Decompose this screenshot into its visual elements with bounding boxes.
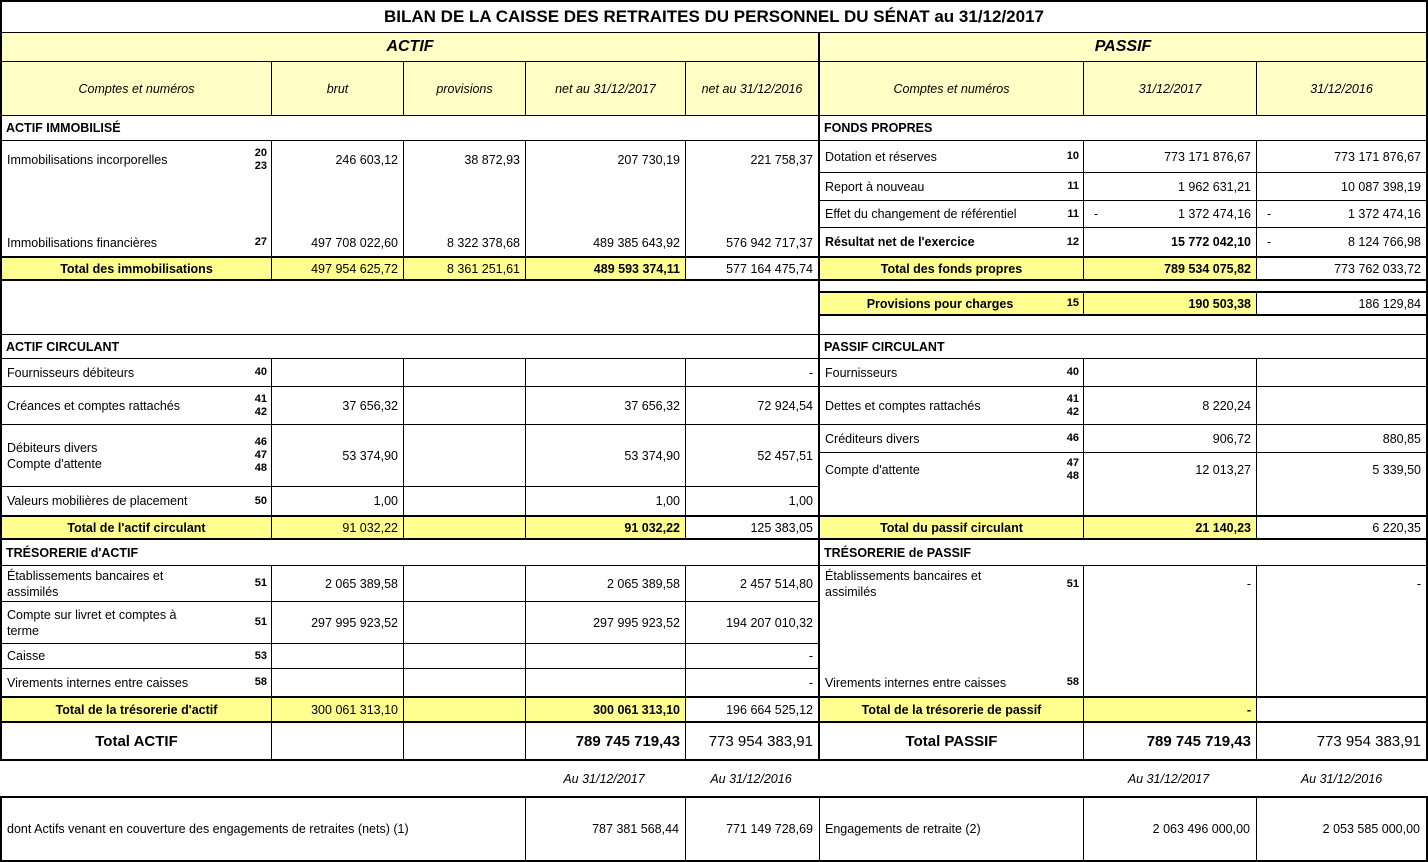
value-cell: 2 065 389,58	[526, 566, 686, 601]
value-cell	[272, 644, 404, 668]
value-cell	[404, 387, 526, 424]
account-number-cell: 58	[1060, 669, 1084, 696]
value-cell: 576 942 717,37	[726, 235, 813, 250]
value-cell	[1084, 359, 1257, 386]
data-row	[820, 201, 1426, 228]
value-cell	[404, 487, 526, 515]
value-cell: - 8 124 766,98	[1267, 235, 1421, 249]
data-row	[2, 359, 818, 387]
total-row	[820, 515, 1426, 540]
data-row	[820, 141, 1426, 173]
annex-header-passif-2017: Au 31/12/2017	[1127, 771, 1210, 786]
value-cell: 497 708 022,60	[272, 229, 404, 256]
value-cell: 1,00	[272, 487, 404, 515]
section-header-row	[2, 334, 818, 359]
value-cell: 1 962 631,21	[1084, 173, 1257, 200]
actif-body	[2, 116, 818, 759]
value-cell: 38 872,93	[404, 141, 526, 179]
passif-body	[820, 116, 1426, 759]
annex-header-actif-2017: Au 31/12/2017	[563, 771, 645, 786]
total-row	[820, 256, 1426, 281]
value-cell: -	[1416, 577, 1421, 591]
section-title: ACTIF IMMOBILISÉ	[6, 121, 121, 135]
spacer-cell	[820, 281, 1426, 291]
total-row	[820, 696, 1426, 721]
value-cell	[1257, 669, 1426, 696]
data-row	[820, 228, 1426, 256]
value-cell: 52 457,51	[757, 448, 813, 463]
account-number-cell: 41 42	[247, 387, 272, 424]
section-title: FONDS PROPRES	[824, 121, 933, 135]
value-cell	[404, 698, 526, 721]
annex-actif-value-2017: 787 381 568,44	[526, 798, 686, 860]
value-cell: 8 220,24	[1084, 387, 1257, 424]
actif-column-headers	[2, 62, 818, 116]
data-row	[2, 141, 818, 179]
row-label: Dotation et réserves	[825, 149, 937, 164]
row-label: Fournisseurs débiteurs	[7, 365, 135, 380]
value-cell: 125 383,05	[750, 520, 813, 535]
gap-row	[820, 281, 1426, 291]
account-number-cell	[247, 179, 272, 229]
row-label: Établissements bancaires et assimilés	[7, 568, 164, 599]
account-number-cell: 51	[247, 602, 272, 643]
value-cell	[404, 425, 526, 486]
value-cell	[526, 359, 686, 386]
row-label: Effet du changement de référentiel	[825, 207, 1017, 221]
data-row	[2, 602, 818, 644]
account-number-cell: 46	[1060, 425, 1084, 452]
value-cell: 6 220,35	[1372, 520, 1421, 535]
actif-band-title: ACTIF	[2, 33, 818, 62]
annex-header-passif-2016: Au 31/12/2016	[1300, 771, 1383, 786]
annex-actif-value-2016: 771 149 728,69	[686, 798, 820, 860]
col-header-provisions: provisions	[404, 62, 526, 115]
col-header-2016: 31/12/2016	[1310, 81, 1373, 96]
value-cell: 207 730,19	[526, 141, 686, 179]
annex-passif-value-2017: 2 063 496 000,00	[1084, 798, 1257, 860]
row-label: Valeurs mobilières de placement	[7, 494, 188, 508]
account-number-cell: 12	[1060, 228, 1084, 256]
section-header-row	[820, 540, 1426, 566]
annex-table	[0, 796, 1428, 862]
value-cell: 53 374,90	[272, 425, 404, 486]
value-cell: 91 032,22	[526, 517, 686, 538]
row-label: Débiteurs divers Compte d'attente	[7, 440, 102, 471]
account-number-cell: 58	[247, 669, 272, 696]
row-label: Créditeurs divers	[825, 431, 920, 446]
value-cell	[404, 359, 526, 386]
row-label: Total de la trésorerie de passif	[820, 698, 1084, 721]
annex-header-actif-2016: Au 31/12/2016	[710, 771, 792, 786]
value-cell: 246 603,12	[272, 141, 404, 179]
account-number-cell	[1060, 487, 1084, 515]
value-cell: 53 374,90	[526, 425, 686, 486]
col-header-net-2017: net au 31/12/2017	[526, 62, 686, 115]
value-cell: 21 140,23	[1084, 517, 1257, 538]
row-label: Compte sur livret et comptes à terme	[7, 607, 177, 638]
value-cell: 5 339,50	[1372, 463, 1421, 477]
value-cell: 489 593 374,11	[526, 258, 686, 279]
value-cell: -	[808, 365, 813, 380]
row-label: Virements internes entre caisses	[825, 675, 1007, 690]
passif-band-title: PASSIF	[820, 33, 1426, 62]
account-number-cell: 20 23	[247, 141, 272, 179]
value-cell	[1257, 359, 1426, 386]
value-cell: 1,00	[526, 487, 686, 515]
account-number-cell: 40	[1060, 359, 1084, 386]
value-cell: 906,72	[1084, 425, 1257, 452]
row-label: Total ACTIF	[2, 723, 272, 759]
value-cell: 773 954 383,91	[1316, 732, 1421, 750]
col-header-brut: brut	[272, 62, 404, 115]
row-label: Fournisseurs	[825, 365, 898, 380]
value-cell: 773 171 876,67	[1084, 141, 1257, 172]
account-number-cell	[1060, 602, 1084, 669]
value-cell	[404, 723, 526, 759]
value-cell: 577 164 475,74	[726, 261, 813, 276]
value-cell: 72 924,54	[757, 398, 813, 413]
value-cell	[272, 179, 404, 229]
section-title: PASSIF CIRCULANT	[824, 339, 945, 354]
data-row	[2, 566, 818, 602]
empty-row	[820, 487, 1426, 515]
row-label: Total de l'actif circulant	[2, 517, 272, 538]
account-number-cell: 40	[247, 359, 272, 386]
value-cell: 880,85	[1382, 431, 1421, 446]
value-cell: - 1 372 474,16	[1084, 201, 1257, 227]
row-label: Report à nouveau	[825, 179, 925, 194]
row-label: Total des immobilisations	[2, 258, 272, 279]
value-cell: -	[1084, 698, 1257, 721]
value-cell: 489 385 643,92	[526, 229, 686, 256]
value-cell	[404, 517, 526, 538]
total-row	[2, 256, 818, 281]
account-number-cell: 15	[1060, 293, 1084, 314]
gap-row	[2, 281, 818, 334]
value-cell	[1257, 487, 1426, 515]
row-label: Caisse	[7, 649, 46, 663]
value-cell: 190 503,38	[1084, 293, 1257, 314]
sheet-halves	[2, 33, 1426, 759]
value-cell: 773 954 383,91	[708, 732, 813, 750]
data-row	[820, 173, 1426, 201]
value-cell	[1084, 669, 1257, 696]
row-label: Total de la trésorerie d'actif	[2, 698, 272, 721]
value-cell: 300 061 313,10	[526, 698, 686, 721]
data-row	[2, 487, 818, 515]
value-cell	[404, 566, 526, 601]
value-cell: 497 954 625,72	[272, 258, 404, 279]
account-number-cell: 53	[247, 644, 272, 668]
account-number-cell: 41 42	[1060, 387, 1084, 424]
gap-row	[820, 316, 1426, 334]
section-header-row	[820, 116, 1426, 141]
annex-section	[0, 761, 1428, 862]
data-row	[820, 566, 1426, 602]
data-row	[820, 387, 1426, 425]
section-title: ACTIF CIRCULANT	[6, 339, 120, 354]
value-cell: 297 995 923,52	[526, 602, 686, 643]
data-row	[2, 387, 818, 425]
value-cell	[526, 179, 686, 229]
data-row	[820, 453, 1426, 487]
value-cell	[686, 179, 818, 229]
total-row	[820, 291, 1426, 316]
value-cell	[1084, 487, 1257, 515]
row-label: Total PASSIF	[820, 723, 1084, 759]
row-label: Immobilisations financières	[7, 235, 158, 250]
value-cell: 186 129,84	[1358, 296, 1421, 311]
value-cell	[404, 669, 526, 696]
col-header-2017: 31/12/2017	[1084, 62, 1257, 115]
data-row	[2, 229, 818, 256]
row-label: Compte d'attente	[825, 463, 920, 477]
account-number-cell: 47 48	[1060, 453, 1084, 487]
value-cell: 2 065 389,58	[272, 566, 404, 601]
row-label: Créances et comptes rattachés	[7, 398, 180, 413]
value-cell	[404, 179, 526, 229]
col-header-comptes-passif: Comptes et numéros	[820, 62, 1084, 115]
sheet-title: BILAN DE LA CAISSE DES RETRAITES DU PERSONNEL DU SÉNAT au 31/12/2017	[2, 2, 1426, 33]
value-cell: 221 758,37	[750, 153, 813, 167]
data-row	[820, 425, 1426, 453]
value-cell: 789 745 719,43	[1084, 723, 1257, 759]
row-label	[820, 602, 1060, 669]
section-title: TRÉSORERIE d'ACTIF	[6, 545, 139, 560]
row-label: Résultat net de l'exercice	[825, 235, 975, 249]
account-number-cell: 10	[1060, 141, 1084, 172]
row-label: Établissements bancaires et assimilés	[825, 569, 982, 599]
value-cell: 2 457 514,80	[740, 576, 813, 591]
annex-passif-value-2016: 2 053 585 000,00	[1322, 822, 1420, 836]
value-cell: - 1 372 474,16	[1267, 207, 1421, 221]
account-number-cell: 11	[1060, 173, 1084, 200]
section-title: TRÉSORERIE de PASSIF	[824, 545, 972, 560]
value-cell	[272, 669, 404, 696]
value-cell: 773 171 876,67	[1334, 149, 1421, 164]
spacer-cell	[820, 316, 1426, 334]
value-cell	[526, 644, 686, 668]
total-row	[2, 696, 818, 721]
col-header-comptes-actif: Comptes et numéros	[2, 62, 272, 115]
value-cell: 91 032,22	[272, 517, 404, 538]
value-cell	[272, 723, 404, 759]
value-cell: 15 772 042,10	[1084, 228, 1257, 256]
passif-column-headers	[820, 62, 1426, 116]
section-header-row	[2, 540, 818, 566]
row-label: Provisions pour charges	[820, 293, 1060, 314]
row-label: Immobilisations incorporelles	[7, 153, 168, 167]
value-cell: 10 087 398,19	[1341, 179, 1421, 194]
section-header-row	[820, 334, 1426, 359]
value-cell: 300 061 313,10	[272, 698, 404, 721]
row-label: Virements internes entre caisses	[7, 675, 189, 690]
value-cell: 12 013,27	[1084, 453, 1257, 487]
value-cell: -	[1084, 566, 1257, 602]
value-cell: -	[808, 675, 813, 690]
grand-row	[820, 721, 1426, 759]
value-cell	[1257, 387, 1426, 424]
value-cell: 8 322 378,68	[404, 229, 526, 256]
grand-row	[2, 721, 818, 759]
data-row	[2, 644, 818, 669]
row-label	[2, 179, 247, 229]
annex-actif-label: dont Actifs venant en couverture des engagements de retraites (nets) (1)	[2, 798, 526, 860]
value-cell: -	[808, 649, 813, 663]
spacer-cell	[2, 281, 818, 334]
account-number-cell: 51	[1060, 566, 1084, 602]
col-header-net-2016: net au 31/12/2016	[701, 81, 803, 96]
value-cell	[404, 644, 526, 668]
value-cell: 194 207 010,32	[726, 615, 813, 630]
row-label: Total des fonds propres	[820, 258, 1084, 279]
account-number-cell: 27	[247, 229, 272, 256]
data-row	[2, 425, 818, 487]
value-cell	[1084, 602, 1257, 669]
data-row	[2, 669, 818, 696]
passif-section	[820, 33, 1426, 759]
data-row	[820, 359, 1426, 387]
empty-row	[2, 179, 818, 229]
value-cell: 37 656,32	[272, 387, 404, 424]
empty-row	[820, 602, 1426, 669]
value-cell	[526, 669, 686, 696]
value-cell	[1257, 602, 1426, 669]
account-number-cell: 46 47 48	[247, 425, 272, 486]
annex-passif-label: Engagements de retraite (2)	[820, 798, 1084, 860]
actif-section	[2, 33, 820, 759]
data-row	[820, 669, 1426, 696]
total-row	[2, 515, 818, 540]
value-cell	[272, 359, 404, 386]
annex-column-headers	[0, 761, 1428, 796]
value-cell	[404, 602, 526, 643]
value-cell: 297 995 923,52	[272, 602, 404, 643]
row-label: Dettes et comptes rattachés	[825, 398, 981, 413]
section-header-row	[2, 116, 818, 141]
value-cell: 37 656,32	[526, 387, 686, 424]
account-number-cell: 50	[247, 487, 272, 515]
account-number-cell: 51	[247, 566, 272, 601]
value-cell: 789 745 719,43	[526, 723, 686, 759]
value-cell: 789 534 075,82	[1084, 258, 1257, 279]
value-cell: 196 664 525,12	[726, 702, 813, 717]
value-cell: 8 361 251,61	[404, 258, 526, 279]
value-cell: 1,00	[788, 494, 813, 508]
row-label	[820, 487, 1060, 515]
value-cell: 773 762 033,72	[1334, 261, 1421, 276]
account-number-cell: 11	[1060, 201, 1084, 227]
row-label: Total du passif circulant	[820, 517, 1084, 538]
value-cell	[1257, 698, 1426, 721]
